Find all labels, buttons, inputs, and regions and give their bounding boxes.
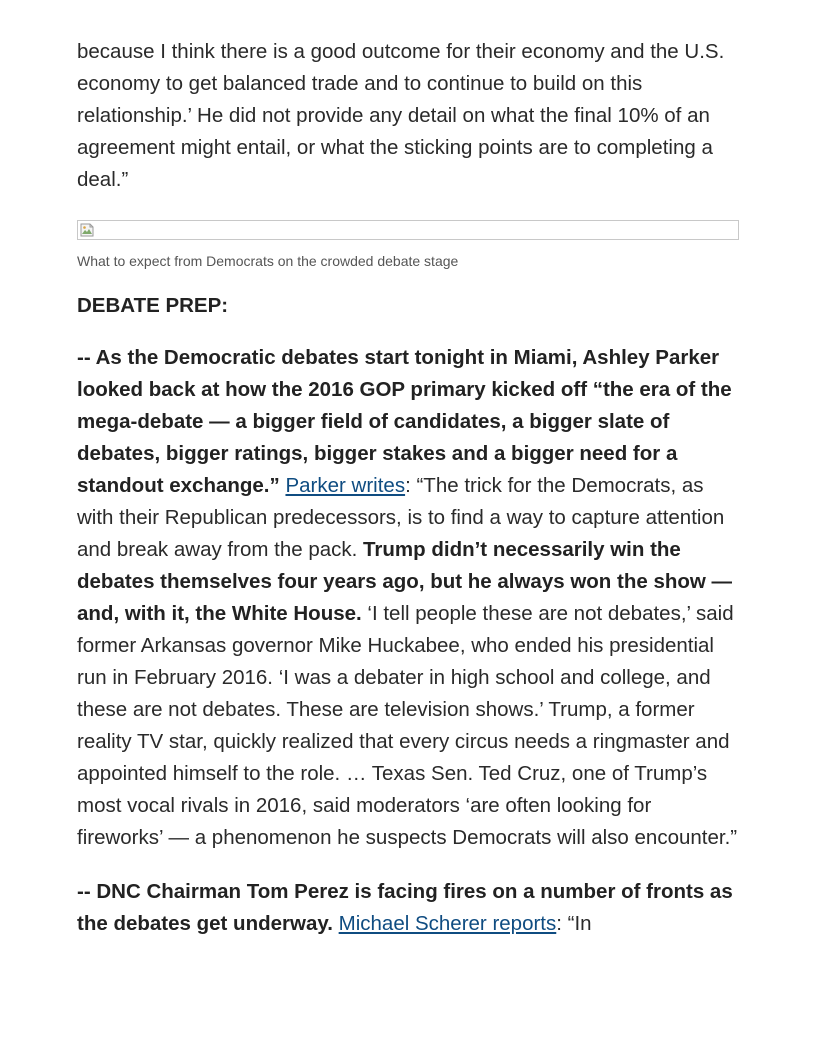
paragraph-1-lead: -- As the Democratic debates start tonight in Miami, Ashley Parker looked back at how the 2016 GOP primary kicked off “the era of the mega-debate — a bigger field of candidates, a bigger slate of debates, bigger ratings, bigger stakes and a bigger need for a standout exchange.”	[77, 346, 732, 497]
broken-image-icon	[80, 223, 94, 237]
paragraph-1-quote: : “The trick for the Democrats, as with their Republican predecessors, is to find a way to capture attention and break away from the pack.	[77, 474, 725, 561]
broken-image[interactable]	[77, 220, 739, 240]
paragraph-2-lead: -- DNC Chairman Tom Perez is facing fires on a number of fronts as the debates get underway.	[77, 880, 733, 935]
debate-paragraph-2	[77, 876, 739, 940]
section-heading: DEBATE PREP:	[77, 294, 229, 317]
debate-paragraph-1	[77, 342, 739, 854]
intro-paragraph: because I think there is a good outcome for their economy and the U.S. economy to get balanced trade and to continue to build on this relationship.’ He did not provide any detail on what the final 10% of an agreement might entail, or what the sticking points are to completing a deal.”	[77, 40, 725, 191]
paragraph-1-emphasis: Trump didn’t necessarily win the debates themselves four years ago, but he always won the show — and, with it, the White House.	[77, 538, 733, 625]
article-body	[77, 36, 739, 940]
paragraph-1-rest: ‘I tell people these are not debates,’ said former Arkansas governor Mike Huckabee, who ended his presidential run in February 2016. ‘I was a debater in high school and college, and these are not debates. These are television shows.’ Trump, a former reality TV star, quickly realized that every circus needs a ringmaster and appointed himself to the role. … Texas Sen. Ted Cruz, one of Trump’s most vocal rivals in 2016, said moderators ‘are often looking for fireworks’ — a phenomenon he suspects Democrats will also encounter.”	[77, 602, 738, 849]
paragraph-2-quote: : “In	[556, 912, 592, 935]
scherer-reports-link[interactable]: Michael Scherer reports	[338, 912, 557, 935]
image-caption: What to expect from Democrats on the crowded debate stage	[77, 253, 459, 269]
parker-writes-link[interactable]: Parker writes	[285, 474, 406, 497]
